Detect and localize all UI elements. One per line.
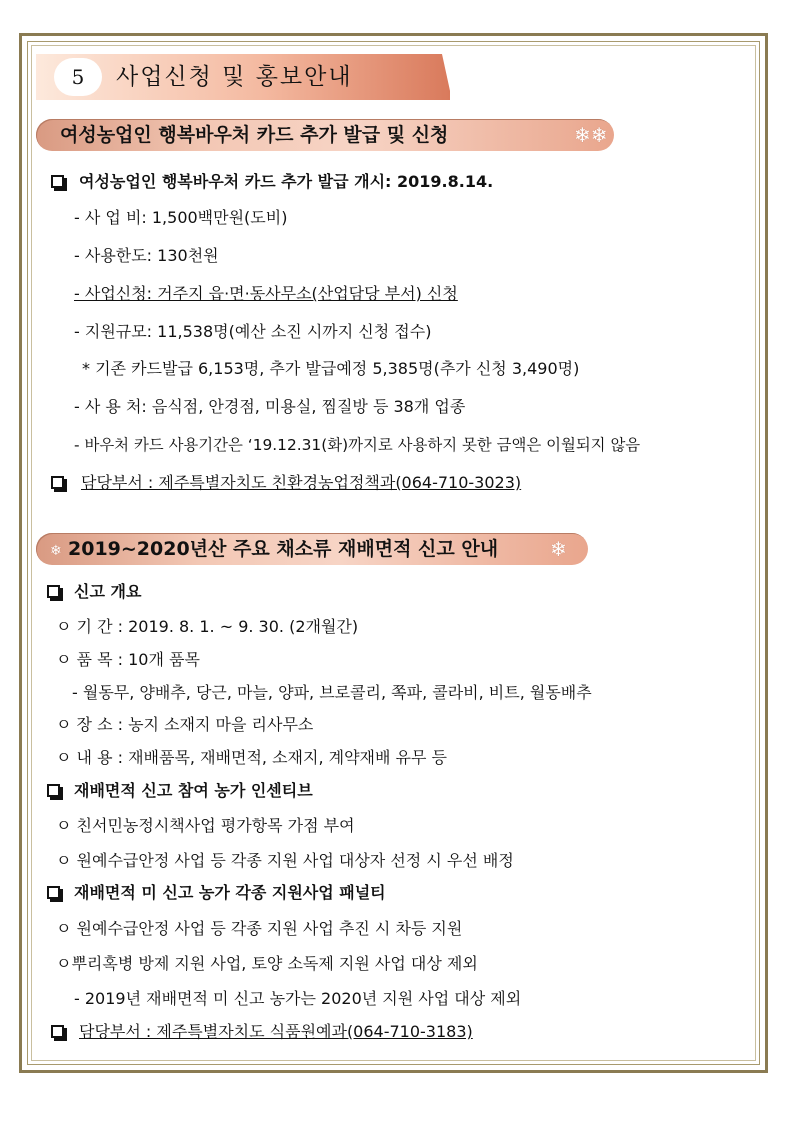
voucher-item: - 사 용 처: 음식점, 안경점, 미용실, 찜질방 등 38개 업종 <box>74 397 466 416</box>
voucher-item: - 지원규모: 11,538명(예산 소진 시까지 신청 접수) <box>74 322 432 341</box>
overview-subitem: - 월동무, 양배추, 당근, 마늘, 양파, 브로콜리, 쪽파, 콜라비, 비트, 월동배추 <box>72 683 592 702</box>
checkbox-icon <box>47 784 60 797</box>
section-title: 사업신청 및 홍보안내 <box>116 64 353 90</box>
voucher-item: - 사업신청: 거주지 읍·면·동사무소(산업담당 부서) 신청 <box>74 284 458 303</box>
overview-item: ㅇ 품 목 : 10개 품목 <box>56 650 200 669</box>
penalty-item: ㅇ뿌리혹병 방제 지원 사업, 토양 소독제 지원 사업 대상 제외 <box>56 954 478 973</box>
overview-item: ㅇ 기 간 : 2019. 8. 1. ~ 9. 30. (2개월간) <box>56 617 359 636</box>
penalty-title: 재배면적 미 신고 농가 각종 지원사업 패널티 <box>74 883 386 902</box>
incentive-item: ㅇ 원예수급안정 사업 등 각종 지원 사업 대상자 선정 시 우선 배정 <box>56 851 514 870</box>
cultivation-contact: 담당부서 : 제주특별자치도 식품원예과(064-710-3183) <box>79 1022 473 1041</box>
snowflake-icon: ❄❄ <box>574 123 608 147</box>
penalty-item: ㅇ 원예수급안정 사업 등 각종 지원 사업 추진 시 차등 지원 <box>56 919 463 938</box>
checkbox-icon <box>51 175 64 188</box>
section-number: 5 <box>54 58 102 96</box>
incentive-title: 재배면적 신고 참여 농가 인센티브 <box>74 781 313 800</box>
voucher-item: - 바우처 카드 사용기간은 ‘19.12.31(화)까지로 사용하지 못한 금액은 이월되지 않음 <box>74 436 641 454</box>
voucher-item: - 사 업 비: 1,500백만원(도비) <box>74 208 288 227</box>
voucher-header: 여성농업인 행복바우처 카드 추가 발급 및 신청 <box>60 124 449 146</box>
incentive-item: ㅇ 친서민농정시책사업 평가항목 가점 부여 <box>56 816 355 835</box>
checkbox-icon <box>47 585 60 598</box>
cultivation-header: 2019~2020년산 주요 채소류 재배면적 신고 안내 <box>68 538 499 560</box>
voucher-headline: 여성농업인 행복바우처 카드 추가 발급 개시: 2019.8.14. <box>79 172 494 191</box>
checkbox-icon <box>51 476 64 489</box>
checkbox-icon <box>51 1025 64 1038</box>
snowflake-icon: ❄ <box>550 537 567 561</box>
voucher-contact: 담당부서 : 제주특별자치도 친환경농업정책과(064-710-3023) <box>81 473 522 492</box>
penalty-subitem: - 2019년 재배면적 미 신고 농가는 2020년 지원 사업 대상 제외 <box>74 989 522 1008</box>
voucher-note: * 기존 카드발급 6,153명, 추가 발급예정 5,385명(추가 신청 3,490명) <box>82 359 580 378</box>
overview-item: ㅇ 장 소 : 농지 소재지 마을 리사무소 <box>56 715 314 734</box>
snowflake-icon: ❄ <box>50 543 62 559</box>
voucher-item: - 사용한도: 130천원 <box>74 246 219 265</box>
overview-item: ㅇ 내 용 : 재배품목, 재배면적, 소재지, 계약재배 유무 등 <box>56 748 447 767</box>
checkbox-icon <box>47 886 60 899</box>
overview-title: 신고 개요 <box>74 582 142 601</box>
